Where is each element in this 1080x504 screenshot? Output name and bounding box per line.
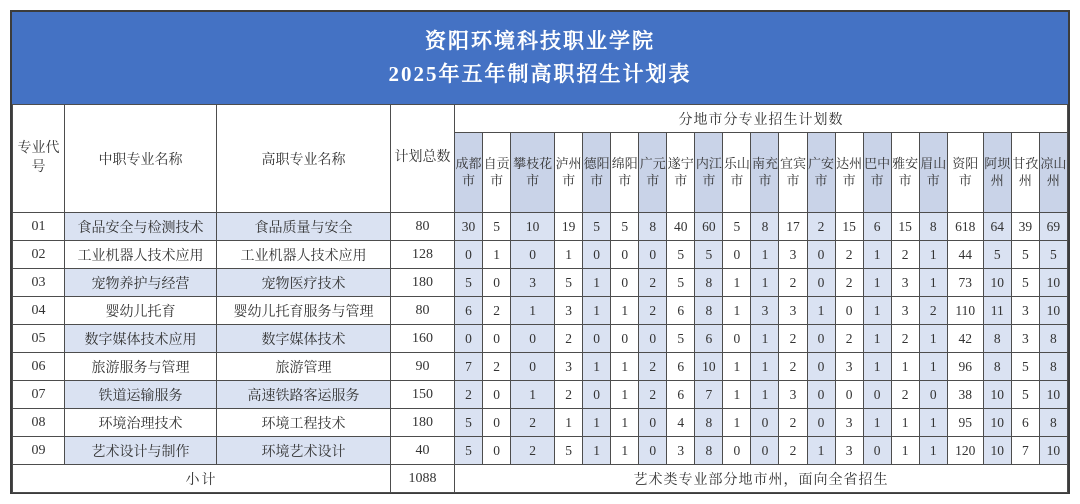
region-value: 1 [723, 409, 751, 437]
region-value: 0 [807, 353, 835, 381]
plan-total: 80 [391, 297, 455, 325]
region-value: 1 [511, 297, 555, 325]
gaozhi-name: 婴幼儿托育服务与管理 [217, 297, 391, 325]
region-header-15: 巴中市 [863, 133, 891, 213]
region-value: 5 [555, 269, 583, 297]
region-value: 8 [983, 353, 1011, 381]
region-value: 1 [611, 381, 639, 409]
plan-total: 180 [391, 269, 455, 297]
region-value: 8 [919, 213, 947, 241]
region-value: 0 [807, 241, 835, 269]
region-value: 1 [723, 381, 751, 409]
region-value: 1 [863, 325, 891, 353]
region-value: 10 [983, 269, 1011, 297]
region-value: 8 [695, 409, 723, 437]
region-value: 120 [947, 437, 983, 465]
region-value: 10 [695, 353, 723, 381]
region-value: 1 [723, 297, 751, 325]
region-value: 1 [891, 437, 919, 465]
zhongzhi-name: 食品安全与检测技术 [65, 213, 217, 241]
gaozhi-name: 工业机器人技术应用 [217, 241, 391, 269]
region-value: 1 [751, 325, 779, 353]
region-value: 618 [947, 213, 983, 241]
region-value: 5 [455, 269, 483, 297]
zhongzhi-name: 婴幼儿托育 [65, 297, 217, 325]
region-header-2: 自贡市 [483, 133, 511, 213]
region-value: 1 [583, 437, 611, 465]
plan-total: 160 [391, 325, 455, 353]
major-code: 08 [13, 409, 65, 437]
region-value: 0 [483, 269, 511, 297]
region-value: 3 [667, 437, 695, 465]
table-row [13, 437, 1068, 465]
region-value: 69 [1039, 213, 1067, 241]
region-value: 4 [667, 409, 695, 437]
header-major-code: 专业代号 [13, 105, 65, 213]
region-value: 1 [583, 353, 611, 381]
region-value: 1 [807, 437, 835, 465]
region-header-9: 内江市 [695, 133, 723, 213]
region-value: 0 [511, 325, 555, 353]
region-value: 0 [511, 241, 555, 269]
region-value: 1 [555, 241, 583, 269]
region-value: 5 [1011, 269, 1039, 297]
region-value: 0 [611, 269, 639, 297]
region-value: 3 [555, 353, 583, 381]
region-value: 2 [639, 269, 667, 297]
region-value: 2 [835, 241, 863, 269]
subtotal-value: 1088 [391, 465, 455, 493]
region-value: 1 [511, 381, 555, 409]
region-value: 10 [983, 409, 1011, 437]
region-value: 10 [1039, 297, 1067, 325]
plan-total: 90 [391, 353, 455, 381]
region-value: 5 [667, 269, 695, 297]
region-value: 5 [455, 437, 483, 465]
region-value: 1 [919, 437, 947, 465]
region-value: 1 [611, 297, 639, 325]
region-value: 73 [947, 269, 983, 297]
region-value: 1 [863, 353, 891, 381]
region-value: 3 [751, 297, 779, 325]
region-value: 1 [863, 241, 891, 269]
region-value: 8 [1039, 325, 1067, 353]
region-value: 1 [583, 409, 611, 437]
school-name: 资阳环境科技职业学院 [425, 29, 655, 54]
table-title: 2025年五年制高职招生计划表 [388, 62, 692, 86]
region-value: 1 [751, 269, 779, 297]
region-value: 17 [779, 213, 807, 241]
region-header-1: 成都市 [455, 133, 483, 213]
region-value: 0 [483, 381, 511, 409]
region-value: 3 [1011, 297, 1039, 325]
region-value: 5 [555, 437, 583, 465]
major-code: 03 [13, 269, 65, 297]
region-value: 3 [511, 269, 555, 297]
gaozhi-name: 高速铁路客运服务 [217, 381, 391, 409]
region-value: 2 [511, 437, 555, 465]
table-row [13, 269, 1068, 297]
region-value: 1 [863, 409, 891, 437]
region-header-6: 绵阳市 [611, 133, 639, 213]
region-value: 5 [611, 213, 639, 241]
region-value: 2 [919, 297, 947, 325]
region-value: 8 [1039, 353, 1067, 381]
region-value: 5 [1039, 241, 1067, 269]
region-value: 2 [639, 381, 667, 409]
region-value: 3 [1011, 325, 1039, 353]
region-value: 8 [1039, 409, 1067, 437]
region-value: 1 [483, 241, 511, 269]
region-value: 5 [483, 213, 511, 241]
region-value: 15 [835, 213, 863, 241]
region-value: 40 [667, 213, 695, 241]
gaozhi-name: 环境工程技术 [217, 409, 391, 437]
region-value: 5 [1011, 241, 1039, 269]
region-header-5: 德阳市 [583, 133, 611, 213]
plan-total: 40 [391, 437, 455, 465]
region-value: 1 [919, 241, 947, 269]
region-value: 0 [807, 409, 835, 437]
region-value: 39 [1011, 213, 1039, 241]
region-value: 3 [835, 437, 863, 465]
table-row [13, 297, 1068, 325]
region-value: 6 [667, 353, 695, 381]
region-value: 5 [723, 213, 751, 241]
region-value: 1 [723, 353, 751, 381]
region-value: 2 [555, 381, 583, 409]
region-value: 3 [835, 409, 863, 437]
region-value: 10 [1039, 437, 1067, 465]
gaozhi-name: 食品质量与安全 [217, 213, 391, 241]
region-value: 2 [807, 213, 835, 241]
region-value: 2 [555, 325, 583, 353]
region-value: 3 [891, 269, 919, 297]
region-value: 10 [983, 437, 1011, 465]
region-value: 2 [835, 269, 863, 297]
region-value: 3 [779, 297, 807, 325]
region-value: 0 [483, 325, 511, 353]
major-code: 02 [13, 241, 65, 269]
region-value: 8 [639, 213, 667, 241]
region-value: 0 [611, 325, 639, 353]
region-value: 0 [511, 353, 555, 381]
region-header-10: 乐山市 [723, 133, 751, 213]
region-value: 2 [779, 325, 807, 353]
region-value: 2 [483, 297, 511, 325]
gaozhi-name: 数字媒体技术 [217, 325, 391, 353]
region-value: 1 [555, 409, 583, 437]
region-value: 44 [947, 241, 983, 269]
region-value: 0 [835, 381, 863, 409]
region-value: 30 [455, 213, 483, 241]
region-value: 3 [779, 381, 807, 409]
region-header-16: 雅安市 [891, 133, 919, 213]
subtotal-label: 小计 [13, 465, 391, 493]
region-header-3: 攀枝花市 [511, 133, 555, 213]
region-value: 2 [891, 241, 919, 269]
region-value: 1 [611, 353, 639, 381]
region-value: 1 [751, 381, 779, 409]
region-value: 10 [1039, 269, 1067, 297]
region-value: 1 [919, 325, 947, 353]
region-value: 2 [779, 353, 807, 381]
plan-total: 180 [391, 409, 455, 437]
region-value: 2 [639, 297, 667, 325]
region-value: 19 [555, 213, 583, 241]
region-value: 5 [583, 213, 611, 241]
region-value: 0 [583, 241, 611, 269]
region-value: 0 [723, 241, 751, 269]
region-value: 6 [667, 297, 695, 325]
region-value: 64 [983, 213, 1011, 241]
region-value: 8 [695, 437, 723, 465]
region-value: 0 [863, 381, 891, 409]
zhongzhi-name: 工业机器人技术应用 [65, 241, 217, 269]
plan-total: 150 [391, 381, 455, 409]
region-value: 1 [919, 269, 947, 297]
plan-total: 128 [391, 241, 455, 269]
zhongzhi-name: 环境治理技术 [65, 409, 217, 437]
region-value: 0 [807, 381, 835, 409]
region-header-8: 遂宁市 [667, 133, 695, 213]
region-value: 2 [511, 409, 555, 437]
region-value: 10 [511, 213, 555, 241]
table-row [13, 213, 1068, 241]
region-value: 0 [639, 437, 667, 465]
region-header-4: 泸州市 [555, 133, 583, 213]
zhongzhi-name: 艺术设计与制作 [65, 437, 217, 465]
major-code: 05 [13, 325, 65, 353]
region-value: 8 [983, 325, 1011, 353]
region-value: 6 [863, 213, 891, 241]
region-value: 1 [863, 297, 891, 325]
region-header-17: 眉山市 [919, 133, 947, 213]
region-value: 1 [611, 437, 639, 465]
region-value: 5 [1011, 381, 1039, 409]
zhongzhi-name: 宠物养护与经营 [65, 269, 217, 297]
region-value: 0 [611, 241, 639, 269]
gaozhi-name: 旅游管理 [217, 353, 391, 381]
region-value: 110 [947, 297, 983, 325]
table-row [13, 381, 1068, 409]
region-value: 1 [723, 269, 751, 297]
region-value: 1 [807, 297, 835, 325]
major-code: 04 [13, 297, 65, 325]
region-header-14: 达州市 [835, 133, 863, 213]
region-value: 6 [695, 325, 723, 353]
table-row [13, 409, 1068, 437]
header-zhongzhi-name: 中职专业名称 [65, 105, 217, 213]
region-value: 6 [667, 381, 695, 409]
region-value: 0 [863, 437, 891, 465]
region-value: 0 [639, 325, 667, 353]
region-value: 0 [455, 325, 483, 353]
plan-total: 80 [391, 213, 455, 241]
region-value: 7 [455, 353, 483, 381]
region-header-7: 广元市 [639, 133, 667, 213]
region-value: 2 [639, 353, 667, 381]
region-value: 7 [1011, 437, 1039, 465]
region-value: 10 [983, 381, 1011, 409]
region-value: 0 [483, 437, 511, 465]
region-value: 0 [751, 409, 779, 437]
region-value: 0 [483, 409, 511, 437]
region-value: 2 [779, 437, 807, 465]
region-value: 0 [723, 437, 751, 465]
region-value: 1 [751, 353, 779, 381]
region-value: 8 [695, 269, 723, 297]
region-header-21: 凉山州 [1039, 133, 1067, 213]
region-header-11: 南充市 [751, 133, 779, 213]
region-value: 2 [779, 409, 807, 437]
major-code: 09 [13, 437, 65, 465]
region-value: 1 [583, 297, 611, 325]
enrollment-table [12, 104, 1068, 493]
region-value: 0 [639, 241, 667, 269]
region-header-19: 阿坝州 [983, 133, 1011, 213]
region-value: 1 [583, 269, 611, 297]
enrollment-plan-sheet [10, 10, 1070, 494]
region-value: 3 [835, 353, 863, 381]
region-value: 0 [807, 269, 835, 297]
zhongzhi-name: 铁道运输服务 [65, 381, 217, 409]
region-value: 5 [667, 325, 695, 353]
region-value: 0 [751, 437, 779, 465]
region-value: 1 [751, 241, 779, 269]
region-value: 0 [919, 381, 947, 409]
region-value: 0 [835, 297, 863, 325]
region-value: 0 [807, 325, 835, 353]
header-plan-total: 计划总数 [391, 105, 455, 213]
region-value: 2 [891, 381, 919, 409]
region-value: 1 [891, 409, 919, 437]
region-value: 11 [983, 297, 1011, 325]
region-value: 1 [863, 269, 891, 297]
region-value: 0 [455, 241, 483, 269]
region-value: 6 [1011, 409, 1039, 437]
region-value: 0 [723, 325, 751, 353]
zhongzhi-name: 旅游服务与管理 [65, 353, 217, 381]
footer-note: 艺术类专业部分地市州，面向全省招生 [455, 465, 1068, 493]
region-value: 2 [483, 353, 511, 381]
region-header-13: 广安市 [807, 133, 835, 213]
region-value: 1 [611, 409, 639, 437]
region-value: 8 [695, 297, 723, 325]
region-value: 38 [947, 381, 983, 409]
header-gaozhi-name: 高职专业名称 [217, 105, 391, 213]
region-value: 2 [891, 325, 919, 353]
region-value: 95 [947, 409, 983, 437]
region-value: 3 [555, 297, 583, 325]
region-header-12: 宜宾市 [779, 133, 807, 213]
table-row [13, 325, 1068, 353]
region-value: 0 [639, 409, 667, 437]
region-value: 3 [779, 241, 807, 269]
region-value: 2 [455, 381, 483, 409]
header-region-group: 分地市分专业招生计划数 [455, 105, 1068, 133]
region-value: 5 [983, 241, 1011, 269]
region-value: 96 [947, 353, 983, 381]
gaozhi-name: 宠物医疗技术 [217, 269, 391, 297]
region-value: 2 [835, 325, 863, 353]
region-header-18: 资阳市 [947, 133, 983, 213]
region-value: 7 [695, 381, 723, 409]
region-value: 60 [695, 213, 723, 241]
region-value: 5 [667, 241, 695, 269]
major-code: 06 [13, 353, 65, 381]
region-value: 0 [583, 325, 611, 353]
region-header-20: 甘孜州 [1011, 133, 1039, 213]
region-value: 5 [1011, 353, 1039, 381]
region-value: 15 [891, 213, 919, 241]
region-value: 6 [455, 297, 483, 325]
region-value: 1 [919, 409, 947, 437]
region-value: 1 [919, 353, 947, 381]
major-code: 01 [13, 213, 65, 241]
table-row [13, 353, 1068, 381]
region-value: 1 [891, 353, 919, 381]
region-value: 42 [947, 325, 983, 353]
major-code: 07 [13, 381, 65, 409]
region-value: 0 [583, 381, 611, 409]
region-value: 10 [1039, 381, 1067, 409]
title-band [12, 12, 1068, 104]
gaozhi-name: 环境艺术设计 [217, 437, 391, 465]
region-value: 5 [695, 241, 723, 269]
zhongzhi-name: 数字媒体技术应用 [65, 325, 217, 353]
table-row [13, 241, 1068, 269]
region-value: 3 [891, 297, 919, 325]
region-value: 5 [455, 409, 483, 437]
region-value: 2 [779, 269, 807, 297]
region-value: 8 [751, 213, 779, 241]
